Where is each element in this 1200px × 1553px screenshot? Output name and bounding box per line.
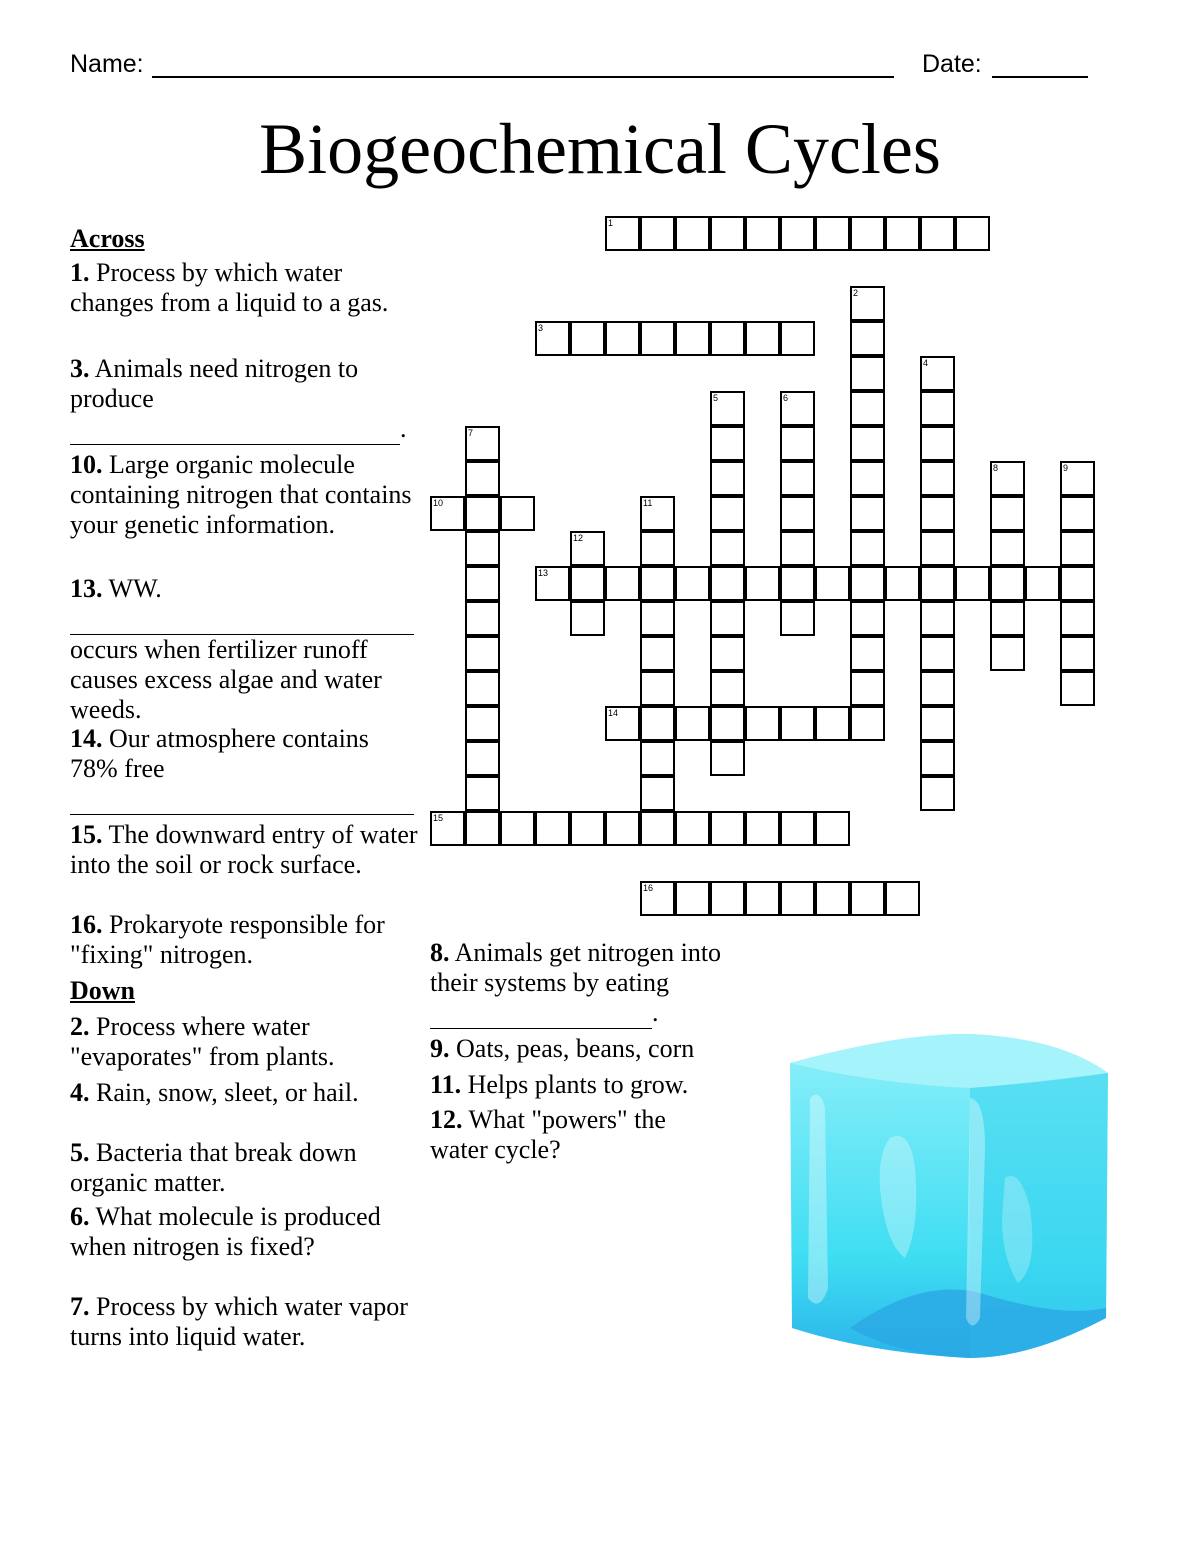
crossword-cell[interactable]: [920, 356, 955, 391]
clue-down-9: [430, 1034, 770, 1064]
clue-text: What "powers" the water cycle?: [430, 1105, 666, 1164]
crossword-cell[interactable]: [605, 216, 640, 251]
crossword-cell[interactable]: [675, 566, 710, 601]
crossword-cell[interactable]: [815, 811, 850, 846]
cell-number: 3: [538, 323, 544, 333]
clue-across-1: [70, 258, 420, 318]
clue-down-5: [70, 1138, 420, 1198]
crossword-cell[interactable]: [1060, 671, 1095, 706]
crossword-cell[interactable]: [710, 216, 745, 251]
crossword-cell[interactable]: [780, 496, 815, 531]
clue-down-12: [430, 1105, 730, 1165]
crossword-cell[interactable]: [780, 881, 815, 916]
cell-number: 16: [643, 883, 654, 893]
crossword-cell[interactable]: [465, 741, 500, 776]
crossword-cell[interactable]: [780, 391, 815, 426]
clue-number: 15.: [70, 820, 103, 849]
crossword-cell[interactable]: [780, 531, 815, 566]
cell-number: 5: [713, 393, 719, 403]
crossword-cell[interactable]: [535, 566, 570, 601]
crossword-cell[interactable]: [815, 706, 850, 741]
crossword-cell[interactable]: [990, 461, 1025, 496]
cell-number: 1: [608, 218, 614, 228]
clue-across-10: [70, 450, 420, 540]
clue-text: The downward entry of water into the soil or rock surface.: [70, 820, 418, 879]
crossword-cell[interactable]: [745, 706, 780, 741]
crossword-cell[interactable]: [780, 461, 815, 496]
clue-number: 12.: [430, 1105, 463, 1134]
clue-number: 11.: [430, 1070, 462, 1099]
clue-text: Animals need nitrogen to produce: [70, 354, 359, 413]
crossword-cell[interactable]: [850, 566, 885, 601]
crossword-cell[interactable]: [920, 426, 955, 461]
clue-down-4: [70, 1078, 420, 1108]
crossword-cell[interactable]: [570, 566, 605, 601]
crossword-cell[interactable]: [640, 496, 675, 531]
crossword-cell[interactable]: [640, 671, 675, 706]
crossword-cell[interactable]: [605, 706, 640, 741]
clue-across-16: [70, 910, 420, 970]
crossword-cell[interactable]: [955, 216, 990, 251]
clue-number: 16.: [70, 910, 103, 939]
crossword-cell[interactable]: [570, 601, 605, 636]
page-title: Biogeochemical Cycles: [259, 109, 941, 189]
clue-number: 2.: [70, 1012, 90, 1041]
crossword-cell[interactable]: [920, 741, 955, 776]
clue-across-13: [70, 574, 420, 725]
crossword-cell[interactable]: [745, 216, 780, 251]
crossword-cell[interactable]: [710, 566, 745, 601]
crossword-cell[interactable]: [920, 461, 955, 496]
crossword-cell[interactable]: [850, 531, 885, 566]
clue-down-11: [430, 1070, 770, 1100]
cell-number: 4: [923, 358, 929, 368]
cell-number: 8: [993, 463, 999, 473]
cell-number: 12: [573, 533, 584, 543]
crossword-cell[interactable]: [1025, 566, 1060, 601]
across-heading: Across: [70, 224, 145, 253]
crossword-cell[interactable]: [920, 776, 955, 811]
crossword-cell[interactable]: [920, 531, 955, 566]
crossword-cell[interactable]: [675, 706, 710, 741]
crossword-cell[interactable]: [990, 636, 1025, 671]
crossword-cell[interactable]: [990, 566, 1025, 601]
clue-text: Oats, peas, beans, corn: [456, 1034, 695, 1063]
crossword-cell[interactable]: [850, 671, 885, 706]
crossword-cell[interactable]: [500, 811, 535, 846]
answer-blank: [70, 784, 414, 815]
down-heading: Down: [70, 976, 136, 1005]
crossword-cell[interactable]: [710, 811, 745, 846]
clue-number: 1.: [70, 258, 90, 287]
crossword-cell[interactable]: [920, 566, 955, 601]
crossword-cell[interactable]: [465, 811, 500, 846]
crossword-cell[interactable]: [430, 811, 465, 846]
crossword-cell[interactable]: [745, 811, 780, 846]
crossword-cell[interactable]: [465, 636, 500, 671]
crossword-cell[interactable]: [465, 566, 500, 601]
date-field[interactable]: [992, 76, 1088, 78]
crossword-cell[interactable]: [500, 496, 535, 531]
answer-blank: [70, 604, 414, 635]
clue-text: Helps plants to grow.: [467, 1070, 689, 1099]
crossword-cell[interactable]: [605, 566, 640, 601]
clue-text: Bacteria that break down organic matter.: [70, 1138, 357, 1197]
crossword-cell[interactable]: [640, 636, 675, 671]
cell-number: 14: [608, 708, 619, 718]
crossword-cell[interactable]: [605, 811, 640, 846]
crossword-cell[interactable]: [850, 321, 885, 356]
crossword-cell[interactable]: [990, 496, 1025, 531]
crossword-cell[interactable]: [710, 531, 745, 566]
crossword-cell[interactable]: [710, 391, 745, 426]
clue-number: 14.: [70, 724, 103, 753]
clue-number: 8.: [430, 938, 450, 967]
crossword-cell[interactable]: [780, 566, 815, 601]
cell-number: 10: [433, 498, 444, 508]
clue-text-continued: occurs when fertilizer runoff causes excess algae and water weeds.: [70, 635, 382, 724]
clue-text: Process by which water changes from a liquid to a gas.: [70, 258, 389, 317]
answer-blank: [70, 414, 400, 445]
crossword-cell[interactable]: [640, 531, 675, 566]
cell-number: 11: [643, 498, 653, 508]
crossword-cell[interactable]: [675, 881, 710, 916]
date-label: Date:: [922, 50, 982, 78]
crossword-cell[interactable]: [780, 601, 815, 636]
clue-text: Prokaryote responsible for "fixing" nitrogen.: [70, 910, 385, 969]
crossword-cell[interactable]: [955, 566, 990, 601]
crossword-cell[interactable]: [920, 496, 955, 531]
clue-across-3: [70, 354, 420, 445]
crossword-cell[interactable]: [605, 321, 640, 356]
crossword-cell[interactable]: [850, 496, 885, 531]
crossword-cell[interactable]: [710, 741, 745, 776]
clue-suffix: .: [652, 998, 659, 1027]
crossword-cell[interactable]: [780, 426, 815, 461]
clue-number: 13.: [70, 574, 103, 603]
clue-text: Our atmosphere contains 78% free: [70, 724, 369, 783]
answer-blank: [430, 998, 652, 1029]
crossword-cell[interactable]: [920, 671, 955, 706]
crossword-cell[interactable]: [1060, 461, 1095, 496]
clue-text: Rain, snow, sleet, or hail.: [96, 1078, 359, 1107]
clue-number: 6.: [70, 1202, 90, 1231]
crossword-cell[interactable]: [920, 636, 955, 671]
crossword-cell[interactable]: [675, 811, 710, 846]
crossword-cell[interactable]: [1060, 531, 1095, 566]
clue-number: 10.: [70, 450, 103, 479]
crossword-cell[interactable]: [640, 216, 675, 251]
crossword-cell[interactable]: [465, 426, 500, 461]
crossword-cell[interactable]: [850, 881, 885, 916]
crossword-cell[interactable]: [465, 706, 500, 741]
clue-number: 3.: [70, 354, 90, 383]
name-label: Name:: [70, 50, 144, 78]
crossword-cell[interactable]: [920, 216, 955, 251]
crossword-cell[interactable]: [920, 706, 955, 741]
clue-across-15: [70, 820, 420, 880]
crossword-cell[interactable]: [465, 601, 500, 636]
clue-across-14: [70, 724, 420, 815]
clue-number: 5.: [70, 1138, 90, 1167]
crossword-cell[interactable]: [640, 776, 675, 811]
crossword-cell[interactable]: [745, 881, 780, 916]
clue-down-7: [70, 1292, 420, 1352]
clue-suffix: .: [400, 414, 407, 443]
crossword-cell[interactable]: [850, 706, 885, 741]
clue-text: Animals get nitrogen into their systems by eating: [430, 938, 722, 997]
clue-text: Large organic molecule containing nitrogen that contains your genetic information.: [70, 450, 412, 539]
clue-down-6: [70, 1202, 420, 1262]
crossword-cell[interactable]: [850, 286, 885, 321]
crossword-cell[interactable]: [1060, 601, 1095, 636]
crossword-cell[interactable]: [920, 391, 955, 426]
clue-down-2: [70, 1012, 420, 1072]
crossword-cell[interactable]: [1060, 566, 1095, 601]
crossword-cell[interactable]: [850, 356, 885, 391]
clue-text: What molecule is produced when nitrogen is fixed?: [70, 1202, 381, 1261]
crossword-cell[interactable]: [710, 496, 745, 531]
crossword-cell[interactable]: [885, 216, 920, 251]
crossword-cell[interactable]: [465, 461, 500, 496]
crossword-cell[interactable]: [850, 636, 885, 671]
crossword-cell[interactable]: [465, 671, 500, 706]
clue-number: 4.: [70, 1078, 90, 1107]
crossword-cell[interactable]: [745, 321, 780, 356]
crossword-cell[interactable]: [780, 706, 815, 741]
crossword-cell[interactable]: [710, 601, 745, 636]
crossword-cell[interactable]: [710, 461, 745, 496]
cell-number: 7: [468, 428, 474, 438]
crossword-cell[interactable]: [570, 321, 605, 356]
clue-number: 9.: [430, 1034, 450, 1063]
crossword-cell[interactable]: [850, 216, 885, 251]
crossword-cell[interactable]: [815, 881, 850, 916]
crossword-cell[interactable]: [990, 601, 1025, 636]
crossword-cell[interactable]: [675, 321, 710, 356]
crossword-cell[interactable]: [745, 566, 780, 601]
crossword-cell[interactable]: [465, 776, 500, 811]
crossword-cell[interactable]: [710, 636, 745, 671]
crossword-cell[interactable]: [850, 461, 885, 496]
crossword-cell[interactable]: [815, 566, 850, 601]
cell-number: 6: [783, 393, 789, 403]
crossword-cell[interactable]: [465, 496, 500, 531]
crossword-cell[interactable]: [430, 496, 465, 531]
crossword-cell[interactable]: [920, 601, 955, 636]
crossword-cell[interactable]: [640, 601, 675, 636]
crossword-cell[interactable]: [640, 741, 675, 776]
crossword-cell[interactable]: [640, 566, 675, 601]
crossword-cell[interactable]: [535, 811, 570, 846]
crossword-cell[interactable]: [710, 321, 745, 356]
clue-text: Process by which water vapor turns into liquid water.: [70, 1292, 408, 1351]
crossword-cell[interactable]: [640, 321, 675, 356]
crossword-cell[interactable]: [885, 881, 920, 916]
crossword-cell[interactable]: [850, 426, 885, 461]
clue-text: WW.: [108, 574, 162, 603]
crossword-cell[interactable]: [815, 216, 850, 251]
clue-number: 7.: [70, 1292, 90, 1321]
crossword-cell[interactable]: [535, 321, 570, 356]
crossword-cell[interactable]: [780, 811, 815, 846]
crossword-cell[interactable]: [1060, 496, 1095, 531]
crossword-cell[interactable]: [570, 811, 605, 846]
crossword-cell[interactable]: [675, 216, 710, 251]
crossword-cell[interactable]: [780, 321, 815, 356]
cell-number: 2: [853, 288, 859, 298]
crossword-cell[interactable]: [1060, 636, 1095, 671]
crossword-cell[interactable]: [640, 706, 675, 741]
crossword-cell[interactable]: [640, 811, 675, 846]
crossword-cell[interactable]: [850, 601, 885, 636]
name-field[interactable]: [152, 76, 894, 78]
cell-number: 9: [1063, 463, 1069, 473]
crossword-cell[interactable]: [710, 706, 745, 741]
crossword-cell[interactable]: [640, 881, 675, 916]
ice-cube-icon: [780, 1028, 1130, 1368]
crossword-cell[interactable]: [885, 566, 920, 601]
cell-number: 15: [433, 813, 444, 823]
crossword-cell[interactable]: [780, 216, 815, 251]
crossword-cell[interactable]: [850, 391, 885, 426]
crossword-cell[interactable]: [990, 531, 1025, 566]
cell-number: 13: [538, 568, 549, 578]
crossword-cell[interactable]: [465, 531, 500, 566]
crossword-cell[interactable]: [570, 531, 605, 566]
clue-text: Process where water "evaporates" from plants.: [70, 1012, 335, 1071]
crossword-cell[interactable]: [710, 671, 745, 706]
crossword-cell[interactable]: [710, 881, 745, 916]
crossword-cell[interactable]: [710, 426, 745, 461]
clue-down-8: [430, 938, 770, 1029]
